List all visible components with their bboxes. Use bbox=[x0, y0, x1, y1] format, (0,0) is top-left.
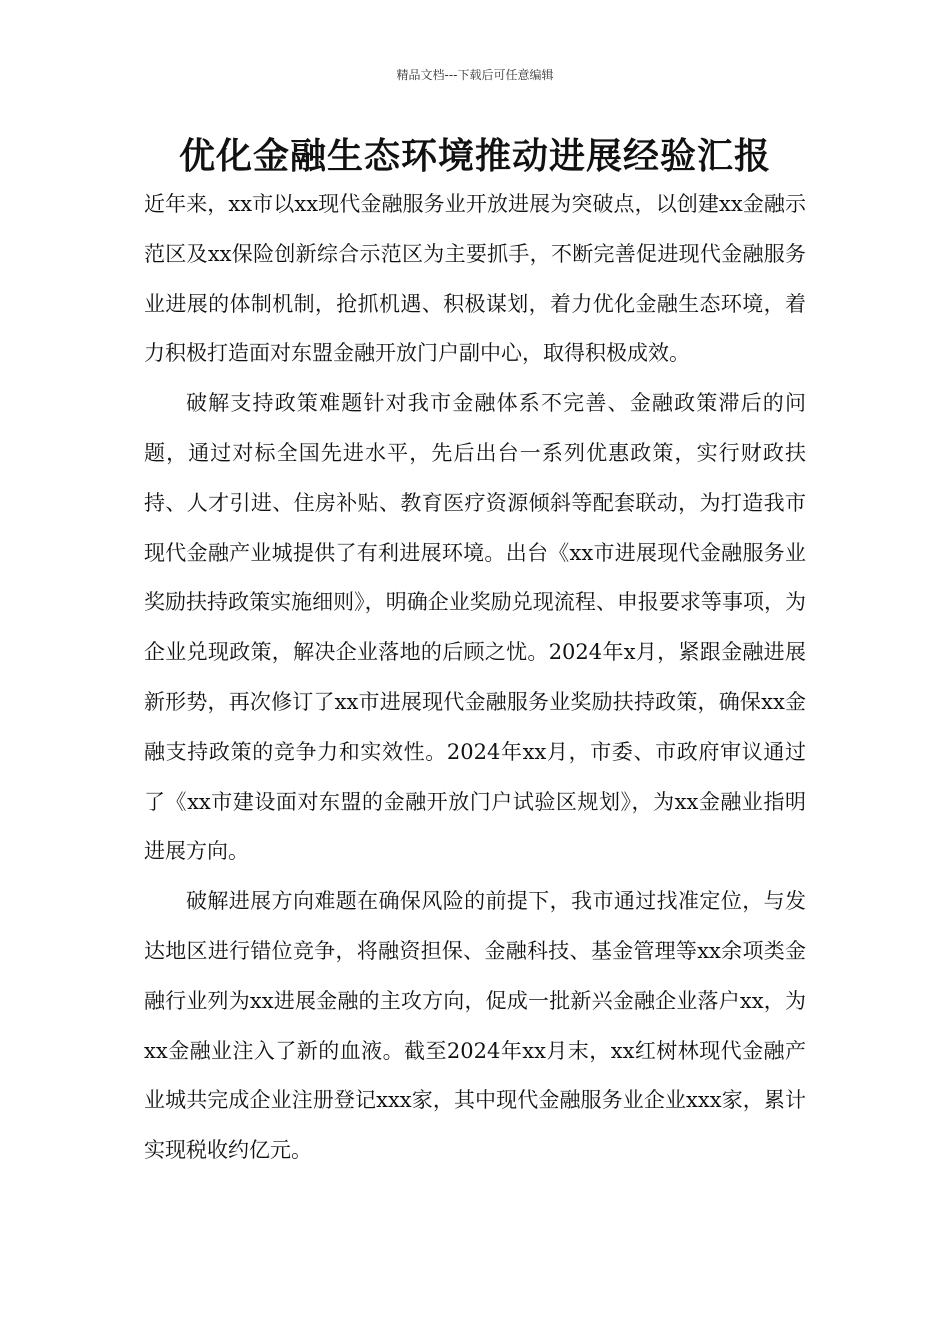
page-header: 精品文档---下载后可任意编辑 bbox=[396, 68, 554, 82]
document-body bbox=[144, 180, 806, 1176]
paragraph-policy: 破解支持政策难题针对我市金融体系不完善、金融政策滞后的问题，通过对标全国先进水平，先后出台一系列优惠政策，实行财政扶持、人才引进、住房补贴、教育医疗资源倾斜等配套联动，为打造我市现代金融产业城提供了有利进展环境。出台《xx市进展现代金融服务业奖励扶持政策实施细则》，明确企业奖励兑现流程、申报要求等事项，为企业兑现政策，解决企业落地的后顾之忧。2024年x月，紧跟金融进展新形势，再次修订了xx市进展现代金融服务业奖励扶持政策，确保xx金融支持政策的竞争力和实效性。2024年xx月，市委、市政府审议通过了《xx市建设面对东盟的金融开放门户试验区规划》，为xx金融业指明进展方向。 bbox=[144, 391, 806, 864]
document-title: 优化金融生态环境推动进展经验汇报 bbox=[178, 136, 771, 177]
paragraph-direction: 破解进展方向难题在确保风险的前提下，我市通过找准定位，与发达地区进行错位竞争，将融资担保、金融科技、基金管理等xx余项类金融行业列为xx进展金融的主攻方向，促成一批新兴金融企业落户xx，为xx金融业注入了新的血液。截至2024年xx月末，xx红树林现代金融产业城共完成企业注册登记xxx家，其中现代金融服务业企业xxx家，累计实现税收约亿元。 bbox=[144, 889, 806, 1163]
paragraph-intro: 近年来，xx市以xx现代金融服务业开放进展为突破点，以创建xx金融示范区及xx保险创新综合示范区为主要抓手，不断完善促进现代金融服务业进展的体制机制，抢抓机遇、积极谋划，着力优化金融生态环境，着力积极打造面对东盟金融开放门户副中心，取得积极成效。 bbox=[144, 192, 806, 366]
